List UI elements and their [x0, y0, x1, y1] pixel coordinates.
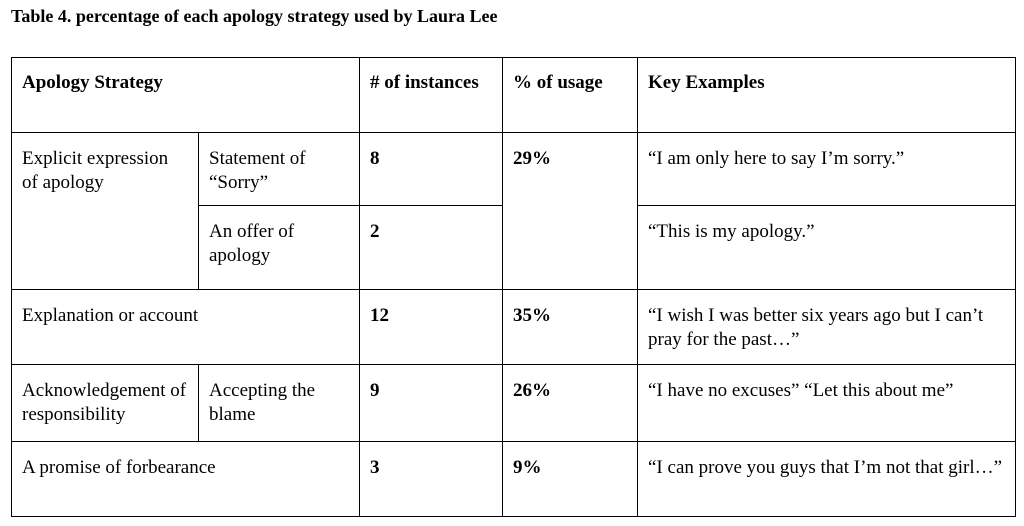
header-usage: % of usage — [503, 58, 638, 133]
table-caption: Table 4. percentage of each apology strategy used by Laura Lee — [11, 6, 498, 26]
instances-cell: 9 — [360, 365, 503, 442]
strategy-category-cell: Explicit expression of apology — [12, 133, 199, 290]
strategy-category-cell: A promise of forbearance — [12, 442, 360, 517]
example-cell: “I can prove you guys that I’m not that girl…” — [638, 442, 1016, 517]
instances-cell: 12 — [360, 290, 503, 365]
usage-cell: 9% — [503, 442, 638, 517]
table-row — [12, 365, 1016, 442]
usage-cell: 35% — [503, 290, 638, 365]
strategy-category-cell: Acknowledgement of responsibility — [12, 365, 199, 442]
table-row — [12, 442, 1016, 517]
instances-cell: 3 — [360, 442, 503, 517]
example-cell: “I am only here to say I’m sorry.” — [638, 133, 1016, 206]
header-instances: # of instances — [360, 58, 503, 133]
usage-cell: 29% — [503, 133, 638, 290]
example-cell: “This is my apology.” — [638, 206, 1016, 290]
table-row — [12, 133, 1016, 206]
strategy-subtype-cell: Accepting the blame — [199, 365, 360, 442]
example-cell: “I wish I was better six years ago but I can’t pray for the past…” — [638, 290, 1016, 365]
instances-cell: 8 — [360, 133, 503, 206]
strategy-subtype-cell: An offer of apology — [199, 206, 360, 290]
apology-strategy-table — [11, 57, 1016, 517]
table-row — [12, 290, 1016, 365]
table-header-row — [12, 58, 1016, 133]
strategy-subtype-cell: Statement of “Sorry” — [199, 133, 360, 206]
header-apology-strategy: Apology Strategy — [12, 58, 360, 133]
usage-cell: 26% — [503, 365, 638, 442]
header-key-examples: Key Examples — [638, 58, 1016, 133]
instances-cell: 2 — [360, 206, 503, 290]
example-cell: “I have no excuses” “Let this about me” — [638, 365, 1016, 442]
strategy-category-cell: Explanation or account — [12, 290, 360, 365]
